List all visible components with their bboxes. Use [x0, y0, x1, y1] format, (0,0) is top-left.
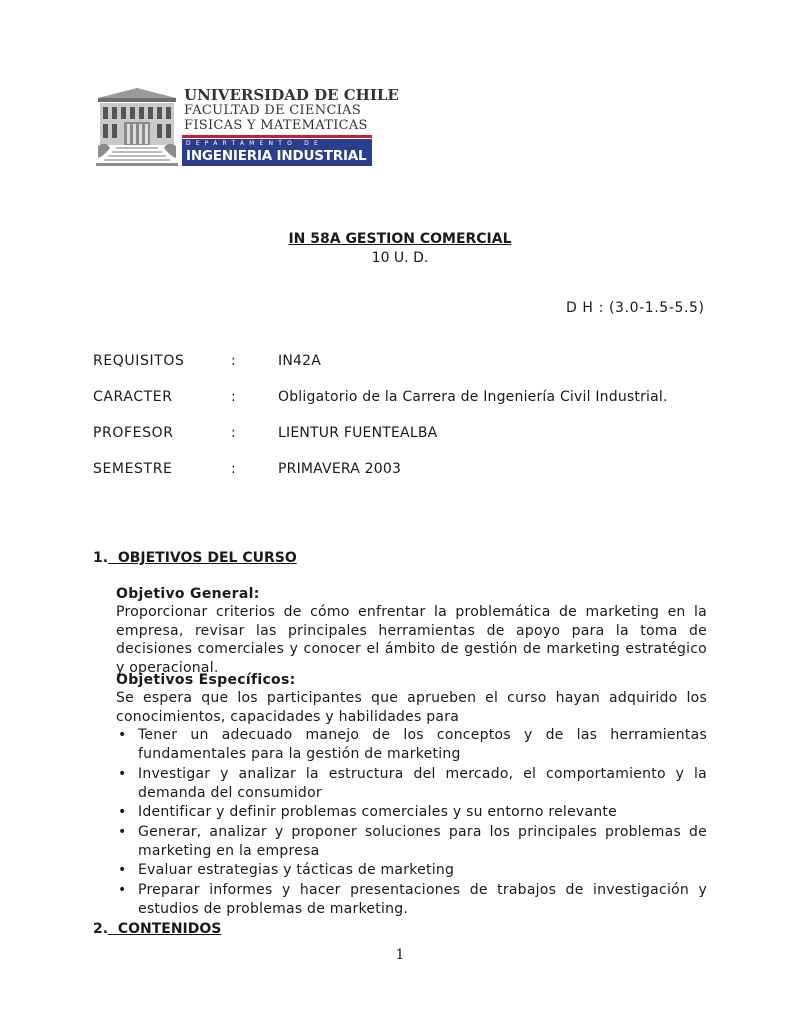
- specific-objectives-heading: Objetivos Específicos:: [116, 672, 296, 688]
- general-objective-heading: Objetivo General:: [116, 586, 260, 602]
- university-logo: [96, 86, 399, 166]
- section-1-title: OBJETIVOS DEL CURSO: [117, 550, 297, 566]
- section-1-heading: [93, 550, 297, 566]
- bullet-icon: •: [118, 881, 127, 898]
- logo-faculty-line2: FISICAS Y MATEMATICAS: [184, 118, 368, 133]
- specific-objectives-intro: Se espera que los participantes que aprueben el curso hayan adquirido los conocimientos, capacidades y habilidades para: [116, 690, 707, 725]
- section-1-number: 1.: [93, 550, 109, 566]
- list-item: • Preparar informes y hacer presentaciones de trabajos de investigación y estudios de problemas de marketing.: [118, 881, 707, 917]
- bullet-icon: •: [118, 823, 127, 840]
- bullet-icon: •: [118, 804, 127, 820]
- field-colon: :: [231, 425, 236, 441]
- field-value-caracter: Obligatorio de la Carrera de Ingeniería Civil Industrial.: [278, 389, 668, 405]
- specific-objectives-list: [116, 726, 707, 919]
- logo-faculty-line1: FACULTAD DE CIENCIAS: [184, 103, 362, 118]
- field-colon: :: [231, 353, 236, 369]
- course-title: IN 58A GESTION COMERCIAL: [288, 231, 512, 247]
- building-facade-icon: [96, 86, 178, 166]
- field-value-semestre: PRIMAVERA 2003: [278, 461, 402, 477]
- section-2-heading: [93, 921, 221, 937]
- section-2-title: CONTENIDOS: [117, 921, 222, 937]
- logo-department-box: [182, 139, 372, 166]
- field-value-requisitos: IN42A: [278, 353, 321, 369]
- logo-university-name: UNIVERSIDAD DE CHILE: [184, 86, 399, 104]
- field-colon: :: [231, 389, 236, 405]
- field-colon: :: [231, 461, 236, 477]
- field-label-caracter: CARACTER: [93, 389, 173, 405]
- logo-department-name: INGENIERIA INDUSTRIAL: [186, 148, 367, 164]
- list-item: • Identificar y definir problemas comerciales y su entorno relevante: [118, 804, 618, 820]
- field-label-semestre: SEMESTRE: [93, 461, 173, 477]
- logo-department-small: DEPARTAMENTO DE: [186, 140, 323, 147]
- list-item: • Tener un adecuado manejo de los conceptos y de las herramientas fundamentales para la gestión de marketing: [118, 727, 707, 762]
- field-value-profesor: LIENTUR FUENTEALBA: [278, 425, 438, 441]
- bullet-icon: •: [118, 765, 127, 782]
- page-number: 1: [395, 947, 405, 963]
- logo-red-bar: [182, 135, 372, 138]
- list-item: • Generar, analizar y proponer soluciones para los principales problemas de marketing en la empresa: [118, 823, 707, 859]
- course-units: 10 U. D.: [371, 250, 429, 266]
- field-label-requisitos: REQUISITOS: [93, 353, 185, 369]
- section-2-number: 2.: [93, 921, 109, 937]
- general-objective-text: Proporcionar criterios de cómo enfrentar la problemática de marketing en la empresa, revisar las principales herramientas de apoyo para la toma de decisiones comerciales y conocer el ámbito de gestión de marketing estratégico y operacional.: [116, 604, 707, 676]
- list-item: • Evaluar estrategias y tácticas de marketing: [118, 862, 455, 878]
- field-label-profesor: PROFESOR: [93, 425, 174, 441]
- list-item: • Investigar y analizar la estructura del mercado, el comportamiento y la demanda del consumidor: [118, 765, 707, 801]
- bullet-icon: •: [118, 862, 127, 878]
- course-hours: D H : (3.0-1.5-5.5): [566, 300, 705, 316]
- bullet-icon: •: [118, 727, 127, 743]
